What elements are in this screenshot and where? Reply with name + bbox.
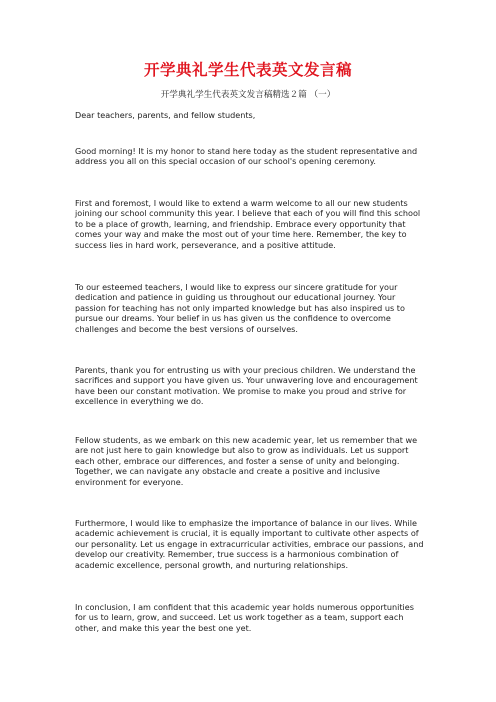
parents-paragraph: Parents, thank you for entrusting us with your precious children. We understand the sacrifices and support you have given us. Your unwavering love and encouragement have been our constant motivation. We promise to make you proud and strive for excellence in everything we do. [75,365,418,407]
greeting-paragraph: Good morning! It is my honor to stand here today as the student representative and address you all on this special occasion of our school's opening ceremony. [75,146,418,167]
welcome-paragraph: First and foremost, I would like to extend a warm welcome to all our new students joining our school community this year. I believe that each of you will find this school to be a place of growth, learning, and friendship. Embrace every opportunity that comes your way and make the most out of your time here. Remember, the key to success lies in hard work, perseverance, and a positive attitude. [75,198,421,250]
students-paragraph: Fellow students, as we embark on this new academic year, let us remember that we are not just here to gain knowledge but also to grow as individuals. Let us support each other, embrace our differences, and foster a sense of unity and belonging. Together, we can navigate any obstacle and create a positive and inclusive environment for everyone. [75,435,418,487]
salutation-paragraph: Dear teachers, parents, and fellow students, [75,110,256,120]
document-subtitle: 开学典礼学生代表英文发言稿精选２篇 （一） [160,90,336,100]
teachers-paragraph: To our esteemed teachers, I would like to express our sincere gratitude for your dedication and patience in guiding us throughout our educational journey. Your passion for teaching has not only imparted knowledge but has also inspired us to pursue our dreams. Your belief in us has given us the confidence to overcome challenges and become the best versions of ourselves. [75,282,405,334]
conclusion-paragraph: In conclusion, I am confident that this academic year holds numerous opportunities for us to learn, grow, and succeed. Let us work together as a team, support each other, and make this year the best one yet. [75,602,414,633]
document-title: 开学典礼学生代表英文发言稿 [143,61,352,79]
balance-paragraph: Furthermore, I would like to emphasize the importance of balance in our lives. While academic achievement is crucial, it is equally important to cultivate other aspects of our personality. Let us engage in extracurricular activities, embrace our passions, and develop our creativity. Remember, true success is a harmonious combination of academic excellence, personal growth, and nurturing relationships. [75,518,424,570]
